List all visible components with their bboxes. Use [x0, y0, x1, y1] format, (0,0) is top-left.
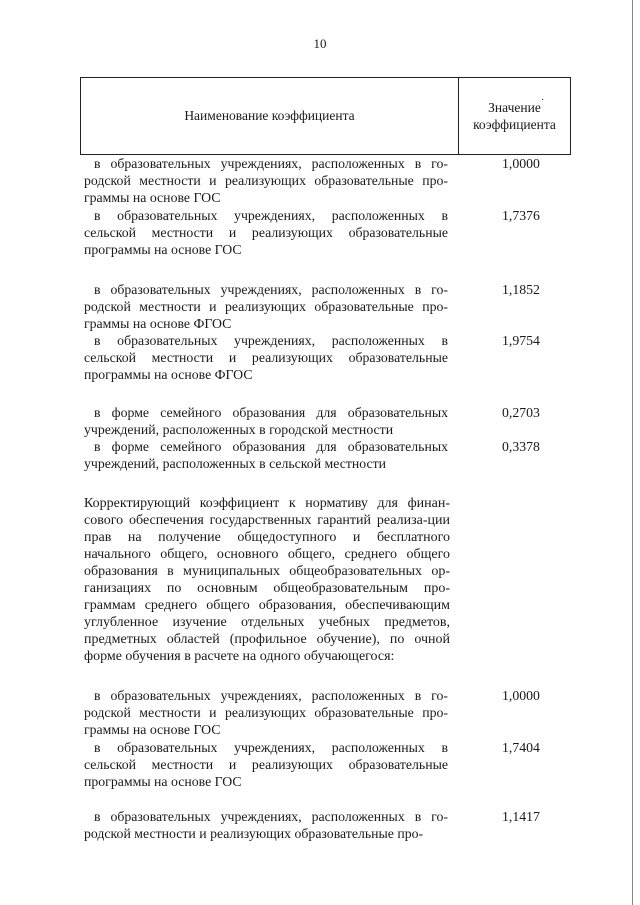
row-text: в образовательных учреждениях, расположенных в сельской местности и реализующих образовательные программы на основе ГОС	[84, 740, 448, 789]
row-value: 1,7376	[502, 208, 540, 223]
column-header-value	[459, 78, 570, 154]
scan-edge-line	[632, 0, 633, 905]
row-value: 1,1852	[502, 282, 540, 297]
row-value: 1,0000	[502, 156, 540, 171]
table-row	[84, 439, 574, 473]
table-header	[80, 77, 571, 155]
row-text: в форме семейного образования для образовательных учреждений, расположенных в городской местности	[84, 405, 448, 437]
column-header-value-line2: коэффициента	[473, 117, 556, 132]
table-row	[84, 282, 574, 332]
row-value: 1,7404	[502, 740, 540, 755]
table-row	[84, 740, 574, 790]
table-row	[84, 688, 574, 738]
row-text: в образовательных учреждениях, расположенных в сельской местности и реализующих образовательные программы на основе ФГОС	[84, 333, 448, 382]
table-row	[84, 405, 574, 439]
column-header-value-line1: Значение	[488, 100, 541, 115]
row-text: в форме семейного образования для образовательных учреждений, расположенных в сельской местности	[84, 439, 448, 471]
row-text: в образовательных учреждениях, расположенных в сельской местности и реализующих образовательные программы на основе ГОС	[84, 208, 448, 257]
table-row	[84, 156, 574, 206]
table-row	[84, 333, 574, 383]
scan-dot: ·	[541, 95, 545, 106]
row-value: 0,3378	[502, 439, 540, 454]
row-text: в образовательных учреждениях, расположенных в го-родской местности и реализующих образовательные про-	[84, 809, 448, 841]
page-number: 10	[313, 36, 327, 51]
row-value: 1,9754	[502, 333, 540, 348]
row-text: в образовательных учреждениях, расположенных в го-родской местности и реализующих образовательные про-граммы на основе ГОС	[84, 156, 448, 205]
row-value: 1,0000	[502, 688, 540, 703]
column-header-name: Наименование коэффициента	[81, 78, 459, 154]
row-text: в образовательных учреждениях, расположенных в го-родской местности и реализующих образовательные про-граммы на основе ФГОС	[84, 282, 448, 331]
row-value: 0,2703	[502, 405, 540, 420]
row-text: в образовательных учреждениях, расположенных в го-родской местности и реализующих образовательные про-граммы на основе ГОС	[84, 688, 448, 737]
row-value: 1,1417	[502, 809, 540, 824]
corrective-coefficient-paragraph: Корректирующий коэффициент к нормативу для финан-сового обеспечения государственных гарантий реализа-ции прав на получение общедоступного и бесплатного начального общего, основного общего, среднего общего образования в муниципальных общеобразовательных ор-ганизациях по основным общеобразовательным про-граммам среднего общего образования, обеспечивающим углубленное изучение отдельных учебных предметов, предметных областей (профильное обучение), по очной форме обучения в расчете на одного обучающегося:	[84, 496, 450, 664]
table-row	[84, 809, 574, 843]
table-row	[84, 208, 574, 258]
